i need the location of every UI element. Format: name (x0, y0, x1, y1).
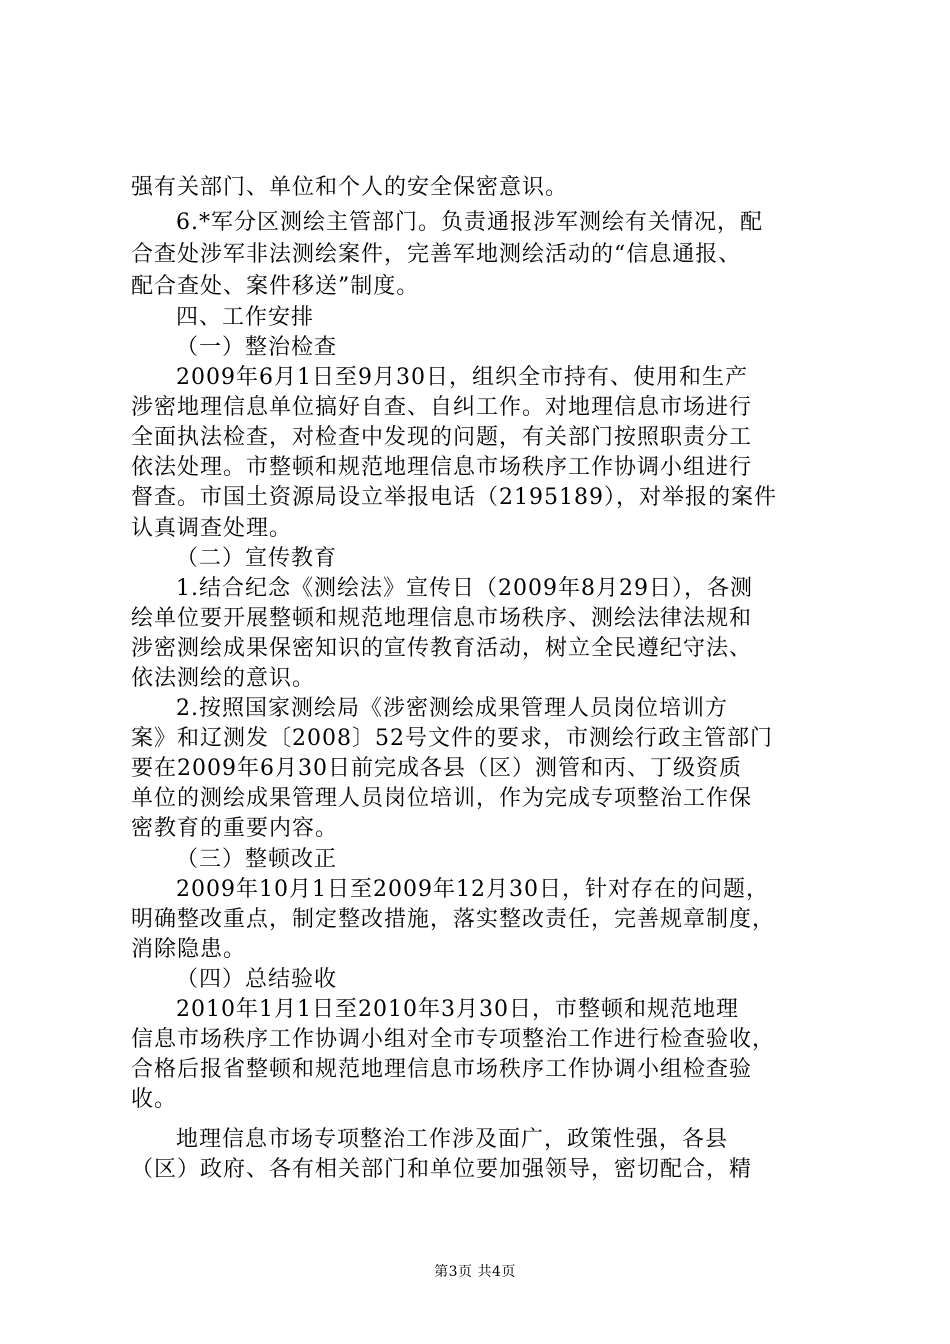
subsection-heading: （二）宣传教育 (176, 546, 338, 571)
text-line: 单位的测绘成果管理人员岗位培训，作为完成专项整治工作保 (131, 786, 753, 811)
text-line: 强有关部门、单位和个人的安全保密意识。 (131, 175, 569, 200)
text-line: 案》和辽测发〔2008〕52号文件的要求，市测绘行政主管部门 (131, 726, 773, 751)
subsection-heading: （一）整治检查 (176, 335, 338, 360)
text-line: 绘单位要开展整顿和规范地理信息市场秩序、测绘法律法规和 (131, 606, 753, 631)
text-line: 认真调查处理。 (131, 516, 293, 541)
text-line: 2009年10月1日至2009年12月30日，针对存在的问题， (176, 877, 769, 902)
text-line: 合查处涉军非法测绘案件，完善军地测绘活动的“信息通报、 (131, 242, 742, 267)
text-line: 依法处理。市整顿和规范地理信息市场秩序工作协调小组进行 (131, 455, 753, 480)
text-line: 密教育的重要内容。 (131, 816, 339, 841)
section-heading: 四、工作安排 (176, 305, 315, 330)
text-line: 2009年6月1日至9月30日，组织全市持有、使用和生产 (176, 365, 748, 390)
text-line: 依法测绘的意识。 (131, 666, 316, 691)
text-line: 要在2009年6月30日前完成各县（区）测管和丙、丁级资质 (131, 756, 742, 781)
text-line: 全面执法检查，对检查中发现的问题，有关部门按照职责分工 (131, 425, 753, 450)
text-line: 督查。市国土资源局设立举报电话（2195189），对举报的案件 (131, 485, 777, 510)
text-line: 收。 (131, 1087, 178, 1112)
subsection-heading: （四）总结验收 (176, 967, 338, 992)
text-line: 合格后报省整顿和规范地理信息市场秩序工作协调小组检查验 (131, 1057, 753, 1082)
text-line: （区）政府、各有相关部门和单位要加强领导，密切配合，精 (131, 1157, 753, 1182)
text-line: 消除隐患。 (131, 937, 247, 962)
text-line: 涉密测绘成果保密知识的宣传教育活动，树立全民遵纪守法、 (131, 636, 753, 661)
text-line: 明确整改重点，制定整改措施，落实整改责任，完善规章制度， (131, 907, 776, 932)
text-line: 信息市场秩序工作协调小组对全市专项整治工作进行检查验收， (131, 1027, 776, 1052)
subsection-heading: （三）整顿改正 (176, 847, 338, 872)
text-line: 2.按照国家测绘局《涉密测绘成果管理人员岗位培训方 (176, 696, 728, 721)
text-line: 1.结合纪念《测绘法》宣传日（2009年8月29日），各测 (176, 576, 753, 601)
text-line: 地理信息市场专项整治工作涉及面广，政策性强，各县 (176, 1127, 729, 1152)
text-line: 2010年1月1日至2010年3月30日，市整顿和规范地理 (176, 997, 739, 1022)
text-line: 6.*军分区测绘主管部门。负责通报涉军测绘有关情况，配 (176, 210, 763, 235)
page-number-footer: 第3页 共4页 (434, 1264, 516, 1280)
text-line: 配合查处、案件移送”制度。 (131, 274, 420, 299)
text-line: 涉密地理信息单位搞好自查、自纠工作。对地理信息市场进行 (131, 395, 753, 420)
